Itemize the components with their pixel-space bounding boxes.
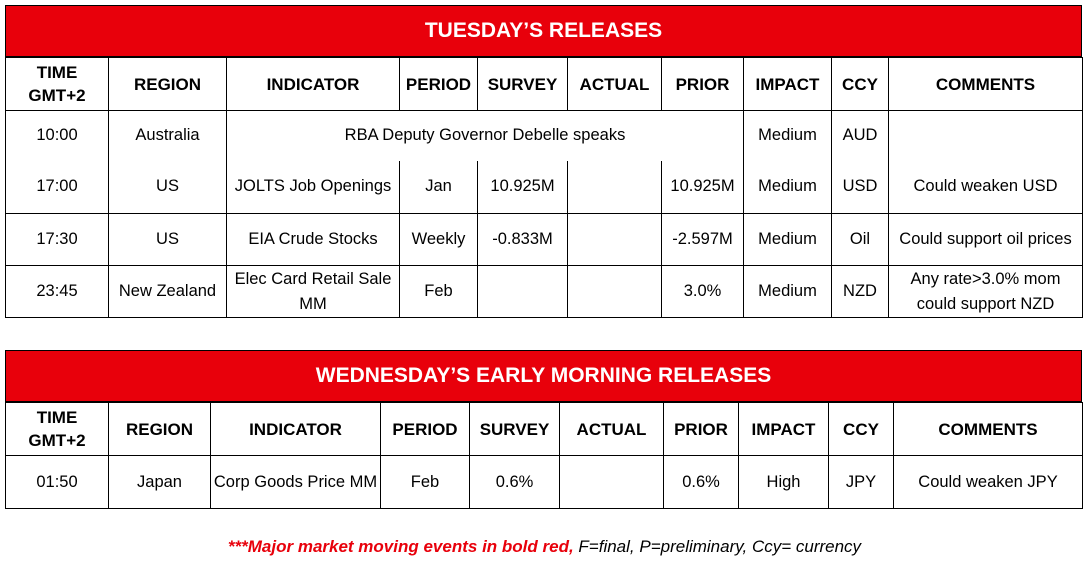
col-header-region: REGION — [109, 403, 211, 456]
cell-survey: 0.6% — [470, 456, 560, 509]
footnote-highlight: ***Major market moving events in bold red, — [227, 537, 574, 556]
cell-time: 10:00 — [6, 111, 109, 161]
cell-impact: Medium — [744, 266, 832, 318]
cell-survey — [478, 266, 568, 318]
cell-indicator: EIA Crude Stocks — [227, 214, 400, 266]
col-header-ccy: CCY — [829, 403, 894, 456]
cell-survey: 10.925M — [478, 161, 568, 214]
cell-region: Australia — [109, 111, 227, 161]
footnote — [0, 537, 1089, 557]
cell-region: US — [109, 214, 227, 266]
cell-ccy: Oil — [832, 214, 889, 266]
cell-period: Jan — [400, 161, 478, 214]
col-header-comments: COMMENTS — [889, 58, 1083, 111]
col-header-impact: IMPACT — [744, 58, 832, 111]
col-header-prior: PRIOR — [664, 403, 739, 456]
cell-period: Weekly — [400, 214, 478, 266]
table-row — [6, 266, 1083, 318]
cell-period: Feb — [381, 456, 470, 509]
tuesday-releases-title: TUESDAY’S RELEASES — [5, 5, 1082, 57]
tuesday-releases-table — [5, 57, 1083, 318]
col-header-period: PERIOD — [400, 58, 478, 111]
cell-indicator: JOLTS Job Openings — [227, 161, 400, 214]
cell-prior: 10.925M — [662, 161, 744, 214]
cell-region: New Zealand — [109, 266, 227, 318]
table-row — [6, 111, 1083, 161]
cell-actual — [568, 214, 662, 266]
cell-impact: Medium — [744, 111, 832, 161]
cell-indicator: Elec Card Retail Sale MM — [227, 266, 400, 318]
cell-period: Feb — [400, 266, 478, 318]
cell-ccy: JPY — [829, 456, 894, 509]
col-header-period: PERIOD — [381, 403, 470, 456]
col-header-indicator: INDICATOR — [211, 403, 381, 456]
cell-indicator: Corp Goods Price MM — [211, 456, 381, 509]
cell-actual — [568, 161, 662, 214]
wednesday-releases-table — [5, 402, 1083, 509]
cell-time: 01:50 — [6, 456, 109, 509]
cell-region: Japan — [109, 456, 211, 509]
col-header-survey: SURVEY — [478, 58, 568, 111]
wednesday-releases-section — [5, 350, 1082, 509]
col-header-indicator: INDICATOR — [227, 58, 400, 111]
col-header-region: REGION — [109, 58, 227, 111]
cell-comments: Could weaken JPY — [894, 456, 1083, 509]
cell-prior: -2.597M — [662, 214, 744, 266]
col-header-impact: IMPACT — [739, 403, 829, 456]
cell-actual — [568, 266, 662, 318]
col-header-survey: SURVEY — [470, 403, 560, 456]
cell-prior: 3.0% — [662, 266, 744, 318]
cell-time: 17:00 — [6, 161, 109, 214]
col-header-actual: ACTUAL — [560, 403, 664, 456]
cell-ccy: AUD — [832, 111, 889, 161]
cell-comments — [889, 111, 1083, 161]
tuesday-releases-section — [5, 5, 1082, 318]
cell-time: 23:45 — [6, 266, 109, 318]
cell-comments: Any rate>3.0% mom could support NZD — [889, 266, 1083, 318]
col-header-time: TIME GMT+2 — [6, 403, 109, 456]
cell-comments: Could weaken USD — [889, 161, 1083, 214]
cell-comments: Could support oil prices — [889, 214, 1083, 266]
wednesday-releases-title: WEDNESDAY’S EARLY MORNING RELEASES — [5, 350, 1082, 402]
col-header-ccy: CCY — [832, 58, 889, 111]
cell-region: US — [109, 161, 227, 214]
cell-impact: High — [739, 456, 829, 509]
cell-impact: Medium — [744, 214, 832, 266]
col-header-prior: PRIOR — [662, 58, 744, 111]
cell-actual — [560, 456, 664, 509]
cell-ccy: NZD — [832, 266, 889, 318]
cell-indicator: RBA Deputy Governor Debelle speaks — [227, 111, 744, 161]
table-header-row — [6, 403, 1083, 456]
cell-ccy: USD — [832, 161, 889, 214]
table-row — [6, 456, 1083, 509]
cell-survey: -0.833M — [478, 214, 568, 266]
cell-time: 17:30 — [6, 214, 109, 266]
cell-prior: 0.6% — [664, 456, 739, 509]
table-row — [6, 214, 1083, 266]
col-header-comments: COMMENTS — [894, 403, 1083, 456]
table-header-row — [6, 58, 1083, 111]
cell-impact: Medium — [744, 161, 832, 214]
col-header-actual: ACTUAL — [568, 58, 662, 111]
table-row — [6, 161, 1083, 214]
footnote-legend: F=final, P=preliminary, Ccy= currency — [573, 537, 862, 556]
col-header-time: TIME GMT+2 — [6, 58, 109, 111]
